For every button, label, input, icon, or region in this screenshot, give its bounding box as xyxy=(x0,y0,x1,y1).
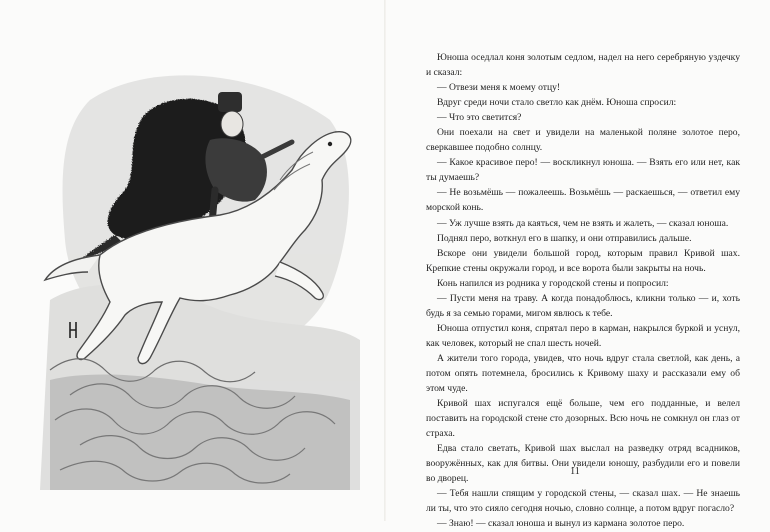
paragraph: Вскоре они увидели большой город, которым правил Кривой шах. Крепкие стены окружали город, и все ворота были закрыты на ночь. xyxy=(426,247,740,274)
page-number: 11 xyxy=(570,466,580,477)
paragraph: — Уж лучше взять да каяться, чем не взять и жалеть, — сказал юноша. xyxy=(437,217,729,229)
paragraph: — Знаю! — сказал юноша и вынул из кармана золотое перо. xyxy=(437,518,685,530)
paragraph: — Что это светится? xyxy=(437,112,522,124)
paragraph: — Отвези меня к моему отцу! xyxy=(437,82,561,94)
story-text xyxy=(426,50,740,532)
paragraph: Юноша отпустил коня, спрятал перо в карман, накрылся буркой и уснул, как человек, который не спал шесть ночей. xyxy=(426,322,740,349)
paragraph: Вдруг среди ночи стало светло как днём. Юноша спросил: xyxy=(437,97,677,109)
paragraph: — Тебя нашли спящим у городской стены, — сказал шах. — Не знаешь ли ты, что это сияло сегодня ночью, словно солнце, а потом вдруг погасло? xyxy=(426,488,740,515)
paragraph: Кривой шах испугался ещё больше, чем его подданные, и велел поставить на городской стене сто дозорных. Всю ночь не сомкнул он глаз от страха. xyxy=(426,398,740,440)
paragraph: — Не возьмёшь — пожалеешь. Возьмёшь — раскаешься, — ответил ему морской конь. xyxy=(426,187,740,214)
paragraph: — Пусти меня на траву. А когда понадоблюсь, кликни только — и, хоть будь я за семью горами, мигом явлюсь к тебе. xyxy=(426,292,740,319)
paragraph: Поднял перо, воткнул его в шапку, и они отправились дальше. xyxy=(437,232,692,244)
paragraph: А жители того города, увидев, что ночь вдруг стала светлой, как день, а потом опять потемнела, бросились к Кривому шаху и рассказали ему об этом чуде. xyxy=(426,352,740,395)
rider-on-white-horse-icon xyxy=(30,40,365,490)
paragraph: — Какое красивое перо! — воскликнул юноша. — Взять его или нет, как ты думаешь? xyxy=(426,157,740,184)
left-page xyxy=(0,0,385,521)
paragraph: Они поехали на свет и увидели на маленькой поляне золотое перо, сверкавшее подобно солнцу. xyxy=(426,127,740,154)
paragraph: Конь напился из родника у городской стены и попросил: xyxy=(437,277,669,289)
paragraph: Юноша оседлал коня золотым седлом, надел на него серебряную уздечку и сказал: xyxy=(426,52,740,79)
paragraph: Едва стало светать, Кривой шах выслал на разведку отряд всадников, вооружённых, как для битвы. Они увидели юношу, разбудили его и повели во дворец. xyxy=(426,443,740,485)
